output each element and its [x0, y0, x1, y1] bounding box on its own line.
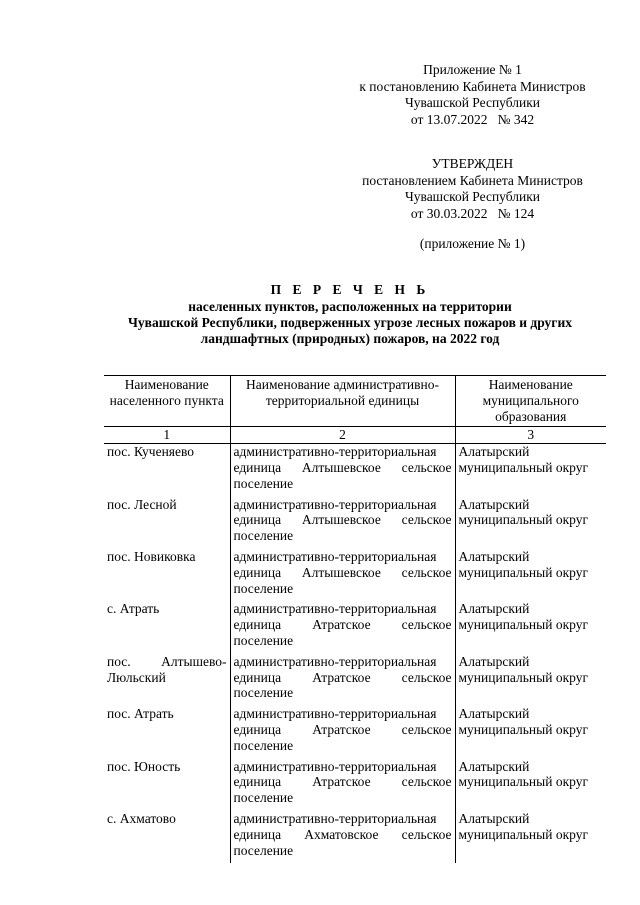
municipality-cell: Алатырский муниципальный округ — [455, 444, 606, 497]
appendix-block — [340, 62, 605, 128]
admin-unit-cell: административно-территориальная единица Алтышевское сельское поселение — [230, 444, 455, 497]
approved-note: (приложение № 1) — [419, 236, 526, 251]
municipality-cell: Алатырский муниципальный округ — [455, 601, 606, 653]
admin-unit-cell: административно-территориальная единица Атратское сельское поселение — [230, 759, 455, 811]
title-line-1: населенных пунктов, расположенных на территории — [188, 299, 512, 314]
table-number-row — [104, 427, 606, 444]
appendix-date: от 13.07.2022 № 342 — [410, 111, 535, 127]
settlement-cell: пос. Новиковка — [107, 548, 196, 564]
column-number: 2 — [230, 427, 455, 444]
approved-resolution: постановлением Кабинета Министров — [362, 172, 583, 188]
settlement-cell: пос. Атрать — [107, 706, 174, 722]
approved-block — [340, 156, 605, 222]
municipality-cell: Алатырский муниципальный округ — [455, 654, 606, 706]
header-municipality: Наименование муниципального образования — [455, 376, 606, 427]
document-title — [100, 282, 600, 347]
table-row — [104, 759, 606, 811]
admin-unit-cell: административно-территориальная единица Атратское сельское поселение — [230, 601, 455, 653]
appendix-number: Приложение № 1 — [423, 62, 522, 77]
admin-unit-cell: административно-территориальная единица Алтышевское сельское поселение — [230, 497, 455, 549]
admin-unit-cell: административно-территориальная единица Атратское сельское поселение — [230, 654, 455, 706]
settlement-cell: пос. Алтышево-Люльский — [107, 653, 227, 685]
municipality-cell: Алатырский муниципальный округ — [455, 811, 606, 863]
column-number: 1 — [104, 427, 230, 444]
approved-date: от 30.03.2022 № 124 — [410, 205, 535, 221]
title-line-2: Чувашской Республики, подверженных угрозе лесных пожаров и других — [128, 315, 572, 330]
table-row — [104, 601, 606, 653]
municipality-cell: Алатырский муниципальный округ — [455, 759, 606, 811]
table-row — [104, 444, 606, 497]
admin-unit-cell: административно-территориальная единица Ахматовское сельское поселение — [230, 811, 455, 863]
approved-republic: Чувашской Республики — [404, 189, 541, 204]
table-row — [104, 811, 606, 863]
table-row — [104, 497, 606, 549]
municipality-cell: Алатырский муниципальный округ — [455, 549, 606, 601]
header-settlement: Наименование населенного пункта — [104, 376, 230, 427]
admin-unit-cell: административно-территориальная единица Алтышевское сельское поселение — [230, 549, 455, 601]
municipality-cell: Алатырский муниципальный округ — [455, 706, 606, 758]
admin-unit-cell: административно-территориальная единица Атратское сельское поселение — [230, 706, 455, 758]
municipality-cell: Алатырский муниципальный округ — [455, 497, 606, 549]
table-row — [104, 549, 606, 601]
title-line-3: ландшафтных (природных) пожаров, на 2022 год — [200, 331, 500, 346]
appendix-republic: Чувашской Республики — [404, 95, 541, 110]
table-row — [104, 706, 606, 758]
settlement-cell: с. Атрать — [107, 601, 160, 617]
header-admin-unit: Наименование административно-территориальной единицы — [230, 376, 455, 427]
column-number: 3 — [455, 427, 606, 444]
settlement-cell: с. Ахматово — [107, 810, 176, 826]
title-heading: П Е Р Е Ч Е Н Ь — [270, 282, 430, 297]
settlement-cell: пос. Юность — [107, 758, 181, 774]
appendix-resolution: к постановлению Кабинета Министров — [359, 78, 586, 94]
settlements-table — [104, 375, 606, 863]
table-row — [104, 654, 606, 706]
table-header-row — [104, 376, 606, 427]
settlement-cell: пос. Лесной — [107, 496, 177, 512]
settlement-cell: пос. Кученяево — [107, 444, 195, 460]
approved-label: УТВЕРЖДЕН — [431, 156, 514, 171]
